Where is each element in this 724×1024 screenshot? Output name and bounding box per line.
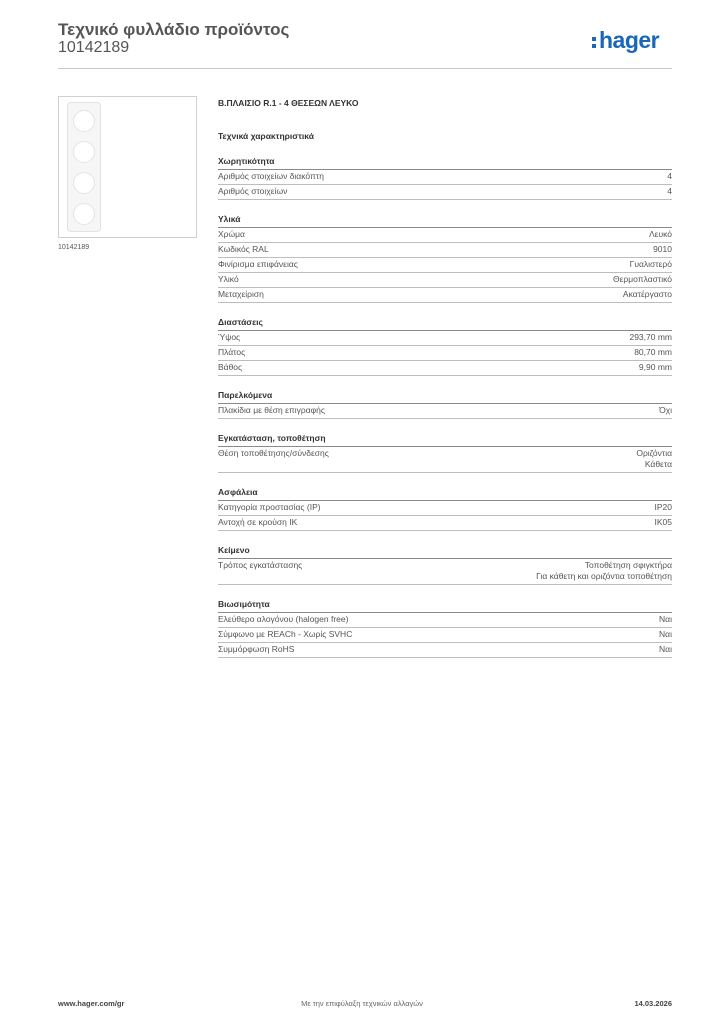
spec-label: Αριθμός στοιχείων διακόπτη	[218, 171, 324, 181]
spec-value-line: 4	[667, 171, 672, 181]
spec-value	[667, 171, 672, 182]
spec-row	[218, 243, 672, 258]
product-code: 10142189	[58, 39, 130, 56]
spec-value	[623, 289, 672, 300]
section-title: Διαστάσεις	[218, 317, 672, 331]
spec-value	[667, 186, 672, 197]
spec-label: Υλικό	[218, 274, 239, 284]
spec-value	[653, 244, 672, 255]
spec-label: Πλακίδια με θέση επιγραφής	[218, 405, 325, 415]
document-title: Τεχνικό φυλλάδιο προϊόντος	[58, 20, 290, 39]
spec-value-line: Όχι	[659, 405, 672, 415]
spec-value-line: 80,70 mm	[634, 347, 672, 357]
spec-value	[634, 347, 672, 358]
spec-value-line: 9010	[653, 244, 672, 254]
spec-value-line: Ναι	[659, 629, 672, 639]
footer-notice: Με την επιφύλαξη τεχνικών αλλαγών	[301, 999, 423, 1008]
spec-row	[218, 273, 672, 288]
spec-value	[630, 259, 672, 270]
spec-label: Θέση τοποθέτησης/σύνδεσης	[218, 448, 329, 458]
spec-value	[659, 629, 672, 640]
footer-website: www.hager.com/gr	[58, 999, 125, 1008]
spec-value-line: Γυαλιστερό	[629, 259, 672, 269]
spec-value	[655, 517, 673, 528]
spec-label: Σύμφωνο με REACh - Χωρίς SVHC	[218, 629, 353, 639]
frame-opening	[73, 110, 95, 132]
spec-value	[636, 448, 672, 470]
spec-value-line: Κάθετα	[644, 459, 672, 469]
spec-row	[218, 501, 672, 516]
spec-value-line: Λευκό	[649, 229, 672, 239]
spec-value-line: Θερμοπλαστικό	[612, 274, 672, 284]
spec-label: Συμμόρφωση RoHS	[218, 644, 295, 654]
spec-row	[218, 404, 672, 419]
spec-value-line: IP20	[654, 502, 672, 512]
section-title: Χωρητικότητα	[218, 156, 672, 170]
spec-row	[218, 258, 672, 273]
spec-value-line: Για κάθετη και οριζόντια τοποθέτηση	[536, 571, 672, 581]
header-divider	[58, 68, 672, 69]
spec-label: Πλάτος	[218, 347, 246, 357]
spec-label: Φινίρισμα επιφάνειας	[218, 259, 298, 269]
spec-label: Κωδικός RAL	[218, 244, 269, 254]
spec-row	[218, 361, 672, 376]
spec-row	[218, 346, 672, 361]
spec-section	[218, 545, 672, 585]
spec-row	[218, 447, 672, 473]
footer-date: 14.03.2026	[634, 999, 672, 1008]
spec-row	[218, 516, 672, 531]
frame-opening	[73, 141, 95, 163]
spec-value	[659, 405, 672, 416]
spec-section	[218, 487, 672, 531]
spec-value-line: IK05	[654, 517, 672, 527]
spec-row	[218, 628, 672, 643]
spec-section	[218, 214, 672, 303]
logo-text: hager	[599, 27, 660, 53]
spec-row	[218, 613, 672, 628]
spec-label: Μεταχείριση	[218, 289, 264, 299]
spec-sections	[218, 156, 672, 658]
spec-label: Αριθμός στοιχείων	[218, 186, 288, 196]
spec-label: Ελεύθερο αλογόνου (halogen free)	[218, 614, 349, 624]
spec-sheet	[218, 96, 672, 658]
spec-label: Τρόπος εγκατάστασης	[218, 560, 303, 570]
tech-heading: Τεχνικά χαρακτηριστικά	[218, 131, 314, 141]
spec-value	[655, 502, 673, 513]
spec-label: Κατηγορία προστασίας (IP)	[218, 502, 321, 512]
spec-value	[659, 614, 672, 625]
spec-value	[649, 229, 672, 240]
spec-value-line: Οριζόντια	[636, 448, 672, 458]
spec-label: Αντοχή σε κρούση IK	[218, 517, 298, 527]
spec-row	[218, 170, 672, 185]
spec-value	[613, 274, 672, 285]
spec-value-line: 9,90 mm	[638, 362, 672, 372]
section-title: Υλικά	[218, 214, 672, 228]
frame-illustration	[67, 102, 101, 232]
spec-row	[218, 228, 672, 243]
spec-value	[639, 362, 672, 373]
logo-mark-icon	[592, 32, 597, 50]
section-title: Κείμενο	[218, 545, 672, 559]
spec-value	[536, 560, 672, 582]
section-title: Εγκατάσταση, τοποθέτηση	[218, 433, 672, 447]
spec-value-line: Ακατέργαστο	[622, 289, 672, 299]
spec-section	[218, 599, 672, 658]
spec-label: Βάθος	[218, 362, 243, 372]
product-name: Β.ΠΛΑΙΣΙΟ R.1 - 4 ΘΕΣΕΩΝ ΛΕΥΚΟ	[218, 98, 359, 108]
hager-logo	[592, 26, 659, 54]
spec-value-line: 293,70 mm	[629, 332, 672, 342]
spec-label: Ύψος	[218, 332, 241, 342]
spec-section	[218, 317, 672, 376]
spec-row	[218, 331, 672, 346]
spec-value-line: Ναι	[659, 644, 672, 654]
spec-section	[218, 156, 672, 200]
section-title: Ασφάλεια	[218, 487, 672, 501]
product-image	[58, 96, 197, 238]
spec-row	[218, 288, 672, 303]
spec-row	[218, 559, 672, 585]
spec-value	[659, 644, 672, 655]
section-title: Παρελκόμενα	[218, 390, 672, 404]
image-caption: 10142189	[58, 244, 90, 251]
spec-row	[218, 643, 672, 658]
spec-section	[218, 390, 672, 419]
spec-row	[218, 185, 672, 200]
spec-value	[629, 332, 672, 343]
frame-opening	[73, 203, 95, 225]
section-title: Βιωσιμότητα	[218, 599, 672, 613]
spec-section	[218, 433, 672, 473]
spec-value-line: Τοποθέτηση σφιγκτήρα	[584, 560, 672, 570]
spec-value-line: 4	[667, 186, 672, 196]
spec-value-line: Ναι	[659, 614, 672, 624]
spec-label: Χρώμα	[218, 229, 245, 239]
frame-opening	[73, 172, 95, 194]
